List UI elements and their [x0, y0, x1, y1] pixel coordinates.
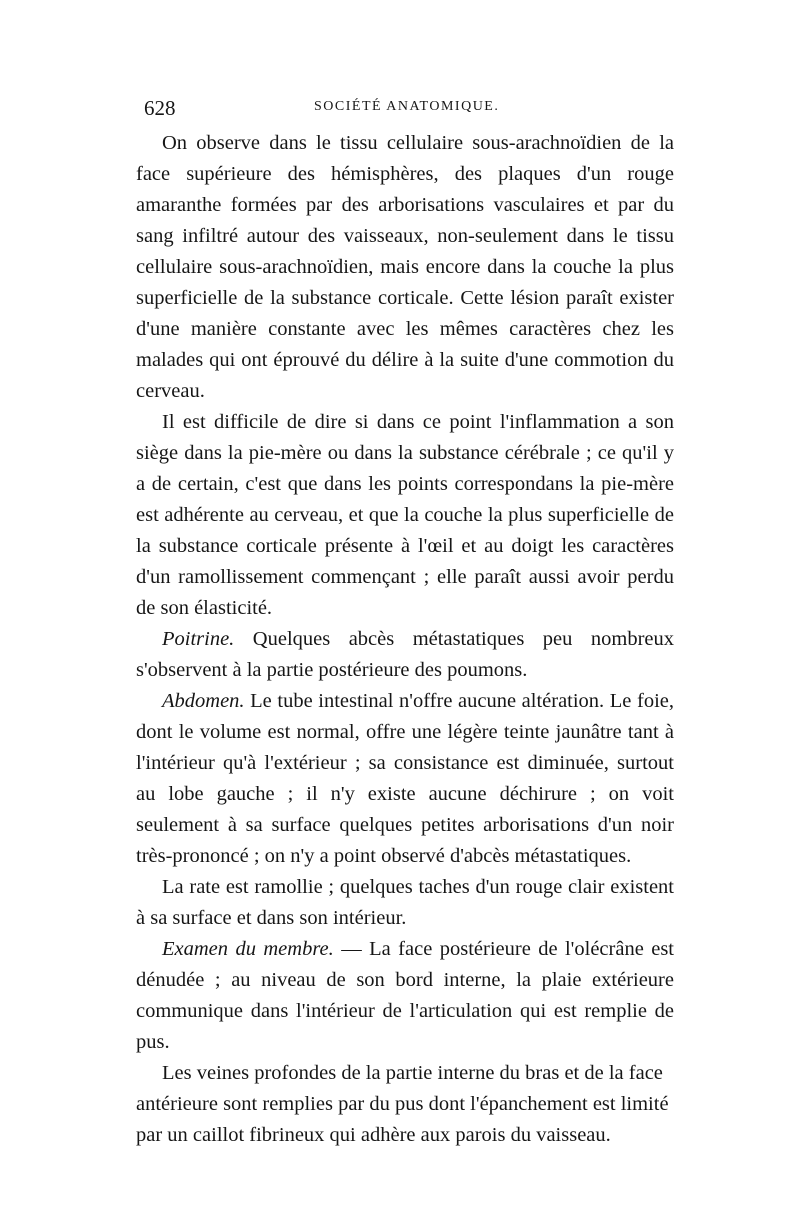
paragraph-text: Quelques abcès métastatiques peu nombreux s'observent à la partie postérieure des poumons. — [136, 628, 674, 681]
paragraph-text: On observe dans le tissu cellulaire sous-arachnoïdien de la face supérieure des hémisphères, des plaques d'un rouge amaranthe formées par des arborisations vasculaires et par du sang infiltré autour des vaisseaux, non-seulement dans le tissu cellulaire sous-arachnoïdien, mais encore dans la couche la plus superficielle de la substance corticale. Cette lésion paraît exister d'une manière constante avec les mêmes caractères chez les malades qui ont éprouvé du délire à la suite d'une commotion du cerveau. — [136, 132, 674, 402]
paragraph-abdomen — [136, 686, 674, 872]
section-lead-membre: Examen du membre. — [162, 938, 334, 960]
paragraph-meninges — [136, 128, 674, 407]
paragraph-text: La rate est ramollie ; quelques taches d'un rouge clair existent à sa surface et dans son intérieur. — [136, 876, 674, 929]
paragraph-text: Les veines profondes de la partie interne du bras et de la face antérieure sont remplies par du pus dont l'épanchement est limité par un caillot fibrineux qui adhère aux parois du vaisseau. — [136, 1062, 669, 1146]
paragraph-text: Il est difficile de dire si dans ce point l'inflammation a son siège dans la pie-mère ou dans la substance cérébrale ; ce qu'il y a de certain, c'est que dans les points correspondans la pie-mère est adhérente au cerveau, et que la couche la plus superficielle de la substance corticale présente à l'œil et au doigt les caractères d'un ramollissement commençant ; elle paraît aussi avoir perdu de son élasticité. — [136, 411, 674, 619]
paragraph-text: Le tube intestinal n'offre aucune altération. Le foie, dont le volume est normal, offre une légère teinte jaunâtre tant à l'intérieur qu'à l'extérieur ; sa consistance est diminuée, surtout au lobe gauche ; il n'y existe aucune déchirure ; on voit seulement à sa surface quelques petites arborisations d'un noir très-prononcé ; on n'y a point observé d'abcès métastatiques. — [136, 690, 674, 867]
running-head: SOCIÉTÉ ANATOMIQUE. — [314, 99, 500, 114]
paragraph-poitrine — [136, 624, 674, 686]
page-header — [144, 96, 674, 120]
paragraph-rate — [136, 872, 674, 934]
paragraph-veines — [136, 1058, 674, 1151]
paragraph-inflammation — [136, 407, 674, 624]
page-number: 628 — [144, 96, 176, 120]
section-lead-abdomen: Abdomen. — [162, 690, 245, 712]
paragraph-text: — La face postérieure de l'olécrâne est dénudée ; au niveau de son bord interne, la plaie extérieure communique dans l'intérieur de l'articulation qui est remplie de pus. — [136, 938, 674, 1053]
paragraph-membre — [136, 934, 674, 1058]
body-text — [136, 128, 674, 1151]
section-lead-poitrine: Poitrine. — [162, 628, 235, 650]
